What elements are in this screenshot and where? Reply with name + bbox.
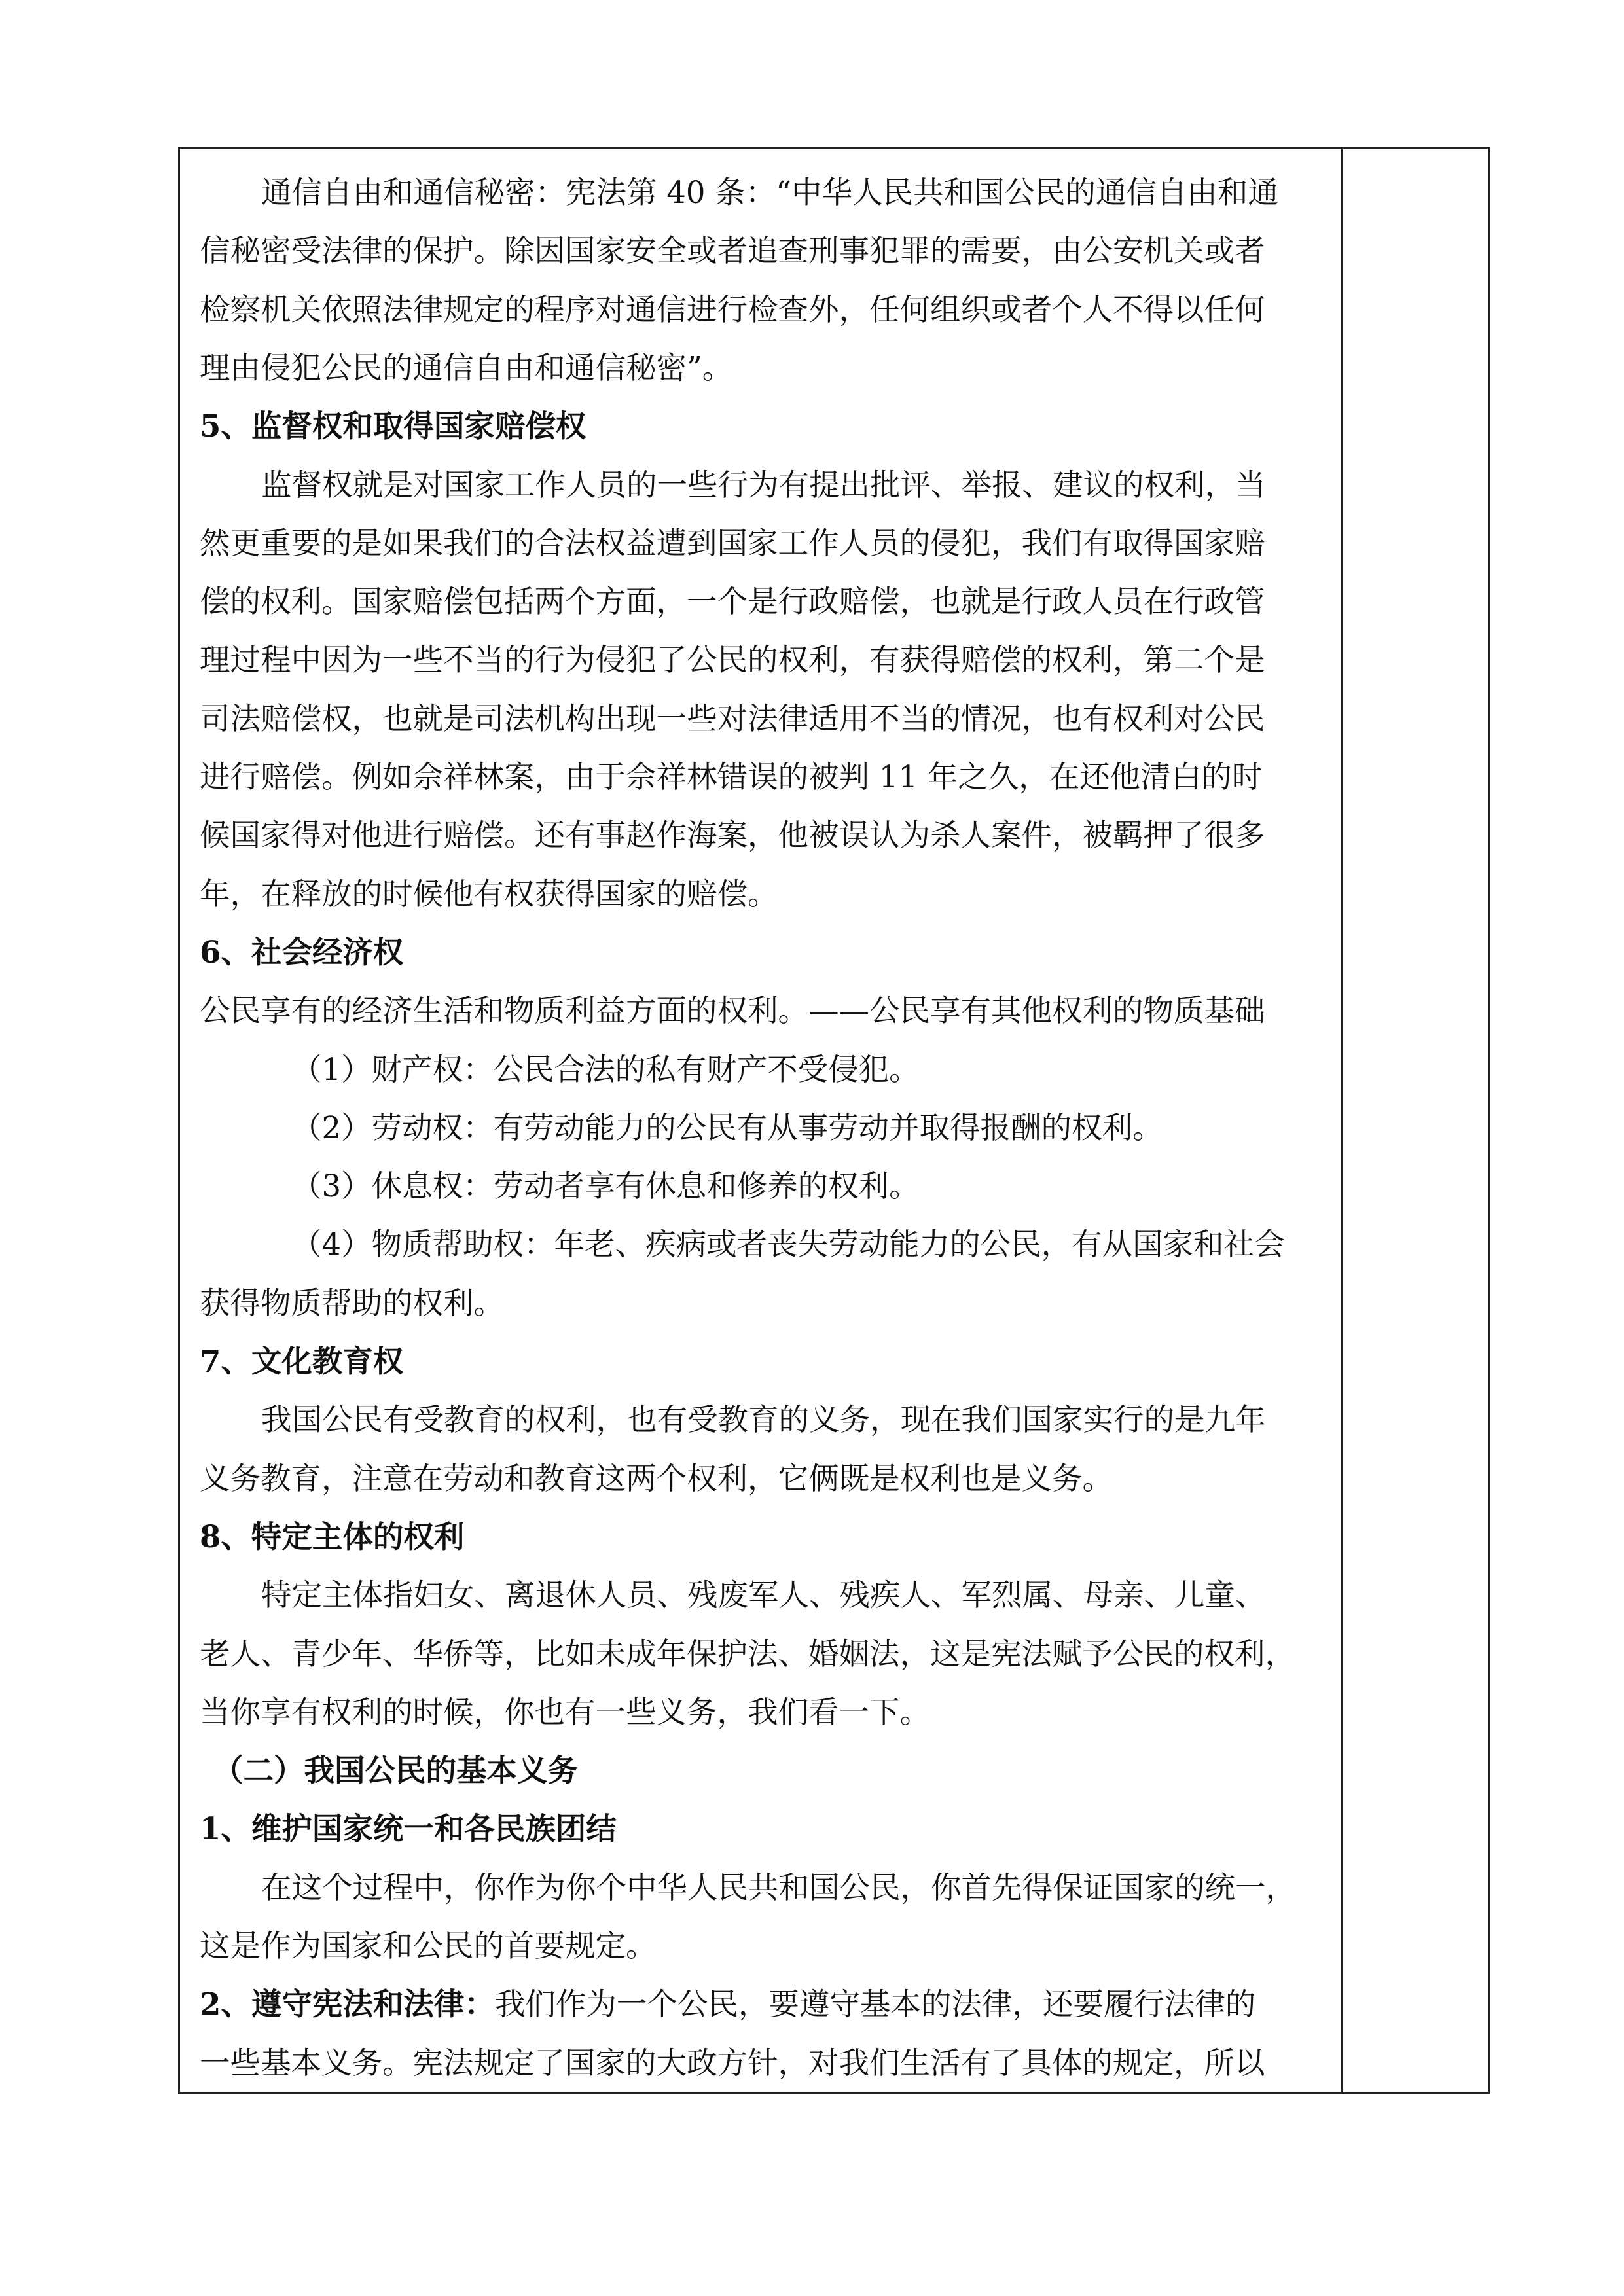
text-line: 公民享有的经济生活和物质利益方面的权利。——公民享有其他权利的物质基础 [200,993,1265,1029]
text-line: 这是作为国家和公民的首要规定。 [200,1928,657,1964]
text-line: （2）劳动权：有劳动能力的公民有从事劳动并取得报酬的权利。 [291,1109,1163,1145]
text-line: 候国家得对他进行赔偿。还有事赵作海案，他被误认为杀人案件，被羁押了很多 [200,817,1265,853]
text-line: 当你享有权利的时候，你也有一些义务，我们看一下。 [200,1694,930,1730]
text-line: 义务教育，注意在劳动和教育这两个权利，它俩既是权利也是义务。 [200,1460,1113,1496]
section-heading: 8、特定主体的权利 [200,1518,465,1554]
text-line: （1）财产权：公民合法的私有财产不受侵犯。 [291,1051,920,1087]
text-line: （4）物质帮助权：年老、疾病或者丧失劳动能力的公民，有从国家和社会 [291,1227,1285,1263]
section-heading: 7、文化教育权 [200,1343,404,1379]
text-line: 检察机关依照法律规定的程序对通信进行检查外，任何组织或者个人不得以任何 [200,291,1265,327]
text-line: （3）休息权：劳动者享有休息和修养的权利。 [291,1168,920,1204]
text-line: 在这个过程中，你作为你个中华人民共和国公民，你首先得保证国家的统一， [261,1869,1296,1905]
document-table [178,147,1490,2094]
text-line: 理由侵犯公民的通信自由和通信秘密”。 [200,350,733,386]
text-line: 年，在释放的时候他有权获得国家的赔偿。 [200,876,778,912]
section-heading: （二）我国公民的基本义务 [213,1752,578,1789]
text-line-mixed [200,1985,1255,2023]
text-line: 监督权就是对国家工作人员的一些行为有提出批评、举报、建议的权利，当 [261,467,1266,503]
section-heading: 6、社会经济权 [200,933,404,970]
text-line: 司法赔偿权，也就是司法机构出现一些对法律适用不当的情况，也有权利对公民 [200,700,1265,736]
text-line: 然更重要的是如果我们的合法权益遭到国家工作人员的侵犯，我们有取得国家赔 [200,525,1265,561]
section-heading-inline: 2、遵守宪法和法律： [200,1986,495,2022]
text-line: 进行赔偿。例如佘祥林案，由于佘祥林错误的被判 11 年之久，在还他清白的时 [200,759,1263,795]
text-line: 获得物质帮助的权利。 [200,1285,504,1321]
text-line: 信秘密受法律的保护。除因国家安全或者追查刑事犯罪的需要，由公安机关或者 [200,233,1265,269]
section-heading: 5、监督权和取得国家赔偿权 [200,408,586,444]
section-heading: 1、维护国家统一和各民族团结 [200,1810,617,1847]
text-line: 老人、青少年、华侨等，比如未成年保护法、婚姻法，这是宪法赋予公民的权利， [200,1636,1295,1672]
text-line: 特定主体指妇女、离退休人员、残废军人、残疾人、军烈属、母亲、儿童、 [261,1577,1266,1613]
text-line: 一些基本义务。宪法规定了国家的大政方针，对我们生活有了具体的规定，所以 [200,2045,1265,2081]
text-line: 我国公民有受教育的权利，也有受教育的义务，现在我们国家实行的是九年 [261,1402,1266,1438]
text-line: 通信自由和通信秘密：宪法第 40 条：“中华人民共和国公民的通信自由和通 [261,175,1279,210]
text-line: 偿的权利。国家赔偿包括两个方面，一个是行政赔偿，也就是行政人员在行政管 [200,584,1265,620]
paragraph-text: 我们作为一个公民，要遵守基本的法律，还要履行法律的 [494,1986,1256,2022]
text-line: 理过程中因为一些不当的行为侵犯了公民的权利，有获得赔偿的权利，第二个是 [200,642,1265,678]
table-column-divider [1341,149,1343,2092]
